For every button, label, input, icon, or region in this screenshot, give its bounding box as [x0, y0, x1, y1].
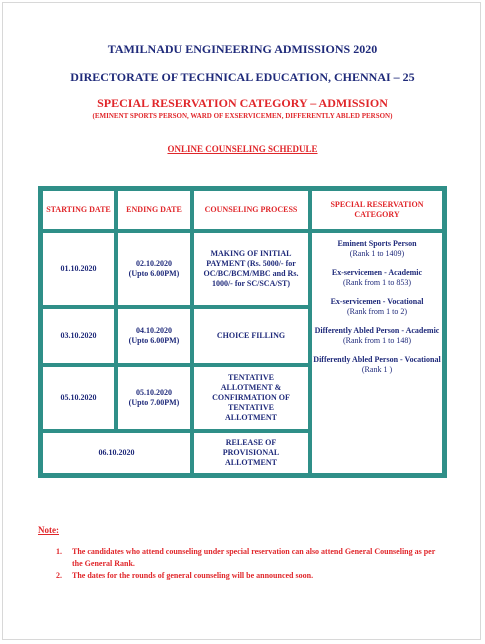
row1-end-date-value: 02.10.2020: [136, 259, 172, 268]
note-list: [56, 546, 446, 582]
schedule-title: ONLINE COUNSELING SCHEDULE: [167, 144, 318, 154]
note-text: The dates for the rounds of general counseling will be announced soon.: [72, 571, 314, 580]
note-item: [56, 570, 446, 582]
row2-end-date-value: 04.10.2020: [136, 326, 172, 335]
row3-start-date: 05.10.2020: [42, 366, 115, 430]
category-rank: (Rank 1 to 1409): [349, 249, 405, 258]
header-starting-date: STARTING DATE: [42, 190, 115, 230]
category-rank: (Rank from 1 to 148): [343, 336, 411, 345]
note-title: Note:: [38, 525, 59, 535]
row3-end-date-value: 05.10.2020: [136, 388, 172, 397]
row4-date: 06.10.2020: [42, 432, 191, 474]
row2-end-time: (Upto 6.00PM): [128, 336, 180, 345]
category-title: Differently Abled Person - Vocational: [313, 355, 441, 364]
row4-process: RELEASE OF PROVISIONAL ALLOTMENT: [193, 432, 309, 474]
row3-end-date: [117, 366, 191, 430]
header-category: SPECIAL RESERVATION CATEGORY – ADMISSION: [97, 96, 388, 110]
header-title: TAMILNADU ENGINEERING ADMISSIONS 2020: [107, 42, 378, 56]
header-subcategories: (EMINENT SPORTS PERSON, WARD OF EXSERVICEMEN, DIFFERENTLY ABLED PERSON): [92, 112, 393, 120]
header-ending-date: ENDING DATE: [117, 190, 191, 230]
category-rank: (Rank from 1 to 2): [347, 307, 407, 316]
category-rank: (Rank 1 ): [361, 365, 393, 374]
header-directorate: DIRECTORATE OF TECHNICAL EDUCATION, CHENNAI – 25: [70, 70, 415, 84]
category-title: Ex-servicemen - Academic: [331, 268, 423, 277]
category-title: Ex-servicemen - Vocational: [330, 297, 424, 306]
row2-start-date: 03.10.2020: [42, 308, 115, 364]
category-title: Eminent Sports Person: [337, 239, 417, 248]
row1-process: MAKING OF INITIAL PAYMENT (Rs. 5000/- for OC/BC/BCM/MBC and Rs. 1000/- for SC/SCA/ST): [193, 232, 309, 306]
row3-end-time: (Upto 7.00PM): [128, 398, 180, 407]
row2-end-date: [117, 308, 191, 364]
note-text: The candidates who attend counseling under special reservation can also attend General Counseling as per the General Rank.: [72, 547, 436, 568]
categories-cell: [311, 232, 443, 474]
header-reservation-category: SPECIAL RESERVATION CATEGORY: [311, 190, 443, 230]
row2-process: CHOICE FILLING: [193, 308, 309, 364]
header-counseling-process: COUNSELING PROCESS: [193, 190, 309, 230]
note-number: 1.: [56, 547, 62, 556]
row3-process: TENTATIVE ALLOTMENT & CONFIRMATION OF TENTATIVE ALLOTMENT: [193, 366, 309, 430]
note-number: 2.: [56, 571, 62, 580]
category-rank: (Rank from 1 to 853): [343, 278, 411, 287]
category-title: Differently Abled Person - Academic: [314, 326, 440, 335]
row1-end-date: [117, 232, 191, 306]
row1-start-date: 01.10.2020: [42, 232, 115, 306]
row1-end-time: (Upto 6.00PM): [128, 269, 180, 278]
note-item: [56, 546, 446, 570]
schedule-table: [38, 186, 447, 478]
